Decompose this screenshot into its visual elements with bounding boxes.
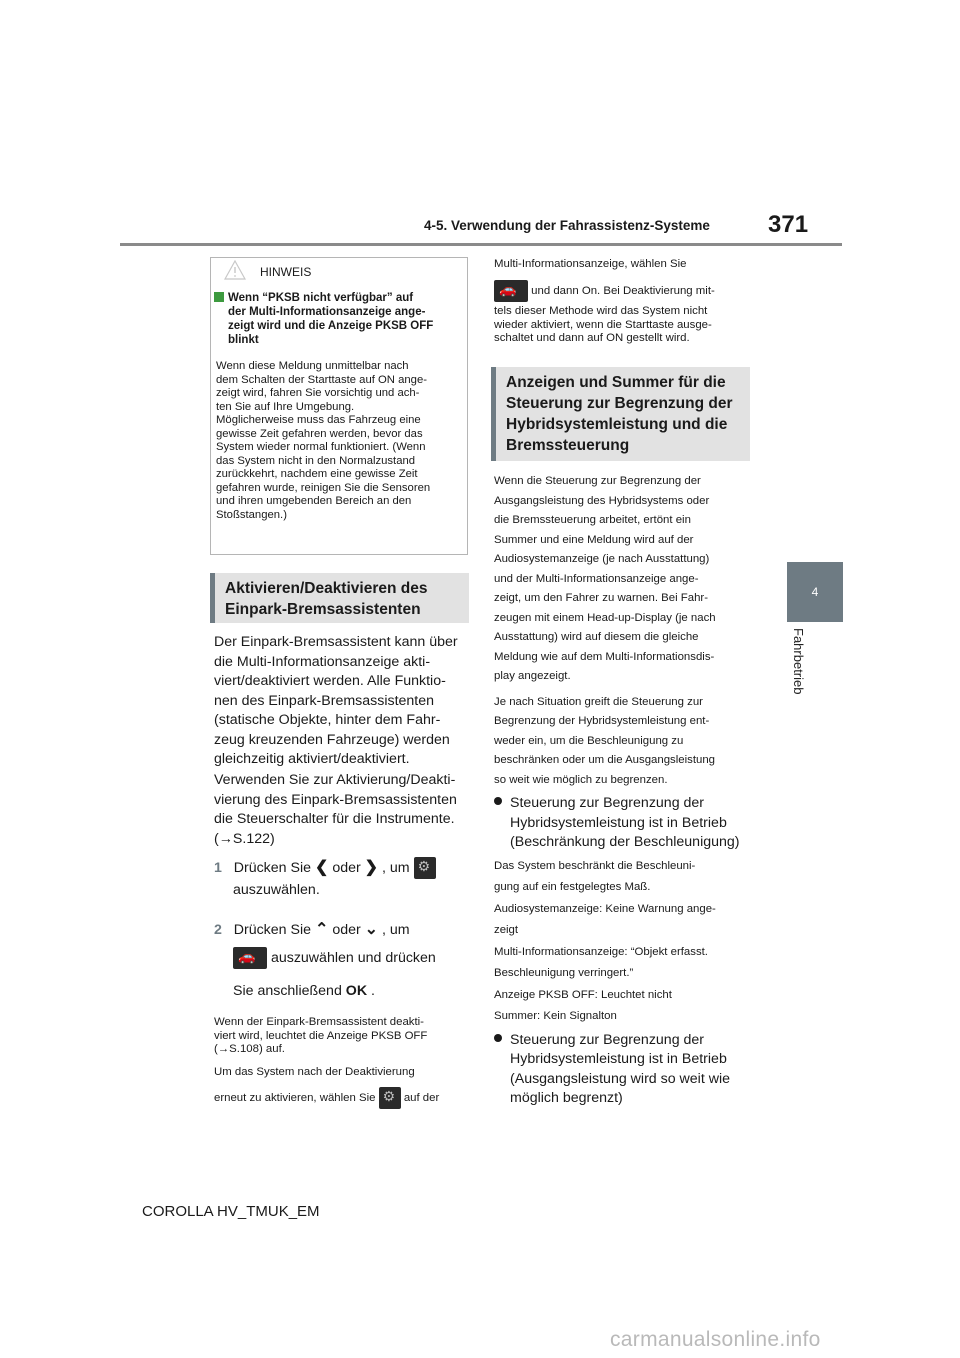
pksb-car-icon: 🚗 — [494, 280, 528, 302]
watermark: carmanualsonline.info — [610, 1328, 821, 1351]
section1-paragraph-2: Verwenden Sie zur Aktivierung/Deakti- vierung des Einpark-Bremsassistenten die Steuerschalter für die Instrumente. (→S.122) — [214, 772, 457, 847]
step-2-cont: 🚗 auszuwählen und drücken — [233, 947, 436, 969]
warning-triangle-icon — [224, 260, 246, 280]
bullet-output-limit: Steuerung zur Begrenzung der Hybridsystemleistung ist in Betrieb (Ausgangsleistung wird so weit wie möglich begrenzt) — [494, 1031, 750, 1109]
step-number: 1 — [214, 860, 222, 876]
section2-body: Wenn die Steuerung zur Begrenzung der Ausgangsleistung des Hybridsystems oder die Bremssteuerung arbeitet, ertönt ein Summer und eine Meldung wird auf der Audiosystemanzeige (je nach Ausstattung) und der Multi-Informationsanzeige ange- zeigt, um den Fahrer zu warnen. Bei Fahr- zeugen mit einem Head-up-Display (je nach Ausstattung) wird auf diesem die gleiche Meldung wie auf dem Multi-Informationsdis- play angezeigt. Je nach Situation greift die Steuerung zur Begrenzung der Hybridsystemleistung ent- weder ein, um die Beschleunigung zu beschränken oder um die Ausgangsleistung so weit wie möglich zu begrenzen. Steuerung zur Begrenzung der Hybridsystemleistung ist in Betrieb (Beschränkung der Beschleunigung) Das System beschränkt die Beschleuni- gung auf ein festgelegtes Maß. Audiosystemanzeige: Keine Warnung ange- zeigt Multi-Informationsanzeige: “Objekt erfasst. Beschleunigung verringert.” Anzeige PKSB OFF: Leuchtet nicht Summer: Kein Signalton Steuerung zur Begrenzung der Hybridsystemleistung ist in Betrieb (Ausgangsleistung wird so weit wie möglich begrenzt) — [494, 472, 750, 1109]
settings-gear-icon: ⚙ — [414, 857, 436, 879]
note-heading: Wenn “PKSB nicht verfügbar” auf der Multi-Informationsanzeige ange- zeigt wird und die Anzeige PKSB OFF blinkt — [214, 291, 462, 347]
bullet-dot-icon — [494, 1034, 502, 1042]
step-1: 1 Drücken Sie ❮ oder ❯ , um ⚙ — [214, 857, 436, 879]
section1-paragraph: Der Einpark-Bremsassistent kann über die Multi-Informationsanzeige akti- viert/deaktiviert werden. Alle Funktio- nen des Einpark-Bremsassistenten (statische Objekte, hinter dem Fahr- zeug kreuzenden Fahrzeuge) werden gleichzeitig aktiviert/deaktiviert. — [214, 634, 458, 767]
chapter-label: Fahrbetrieb — [791, 628, 806, 695]
note-body: Wenn diese Meldung unmittelbar nach dem Schalten der Starttaste auf ON ange- zeigt wird, fahren Sie vorsichtig und ach- ten Sie auf Ihre Umgebung. Möglicherweise muss das Fahrzeug eine gewisse Zeit gefahren werden, bevor das System wieder normal funktioniert. (Wenn das System nicht in den Normalzustand zurückkehrt, nachdem eine gewisse Zeit gefahren wurde, reinigen Sie die Sensoren und ihren umgebenden Bereich an den Stoßstangen.) — [216, 360, 431, 521]
bullet-dot-icon — [494, 797, 502, 805]
chevron-up-icon: ⌃ — [314, 921, 329, 938]
note-title: HINWEIS — [260, 265, 312, 279]
ok-button-label: OK — [345, 983, 368, 999]
reactivate-note: Um das System nach der Deaktivierung — [214, 1066, 415, 1078]
bullet-acceleration-limit: Steuerung zur Begrenzung der Hybridsystemleistung ist in Betrieb (Beschränkung der Beschleunigung) — [494, 794, 750, 853]
reactivate-note-2: erneut zu aktivieren, wählen Sie ⚙ auf der — [214, 1087, 439, 1109]
settings-gear-icon: ⚙ — [379, 1087, 401, 1109]
footer-model: COROLLA HV_TMUK_EM — [142, 1203, 320, 1220]
chapter-number: 4 — [811, 585, 819, 599]
header-divider — [120, 243, 842, 246]
page-number: 371 — [768, 211, 809, 238]
step-number: 2 — [214, 922, 222, 938]
step-2: 2 Drücken Sie ⌃ oder ⌄ , um — [214, 921, 410, 938]
deactivate-note: Wenn der Einpark-Bremsassistent deakti- viert wird, leuchtet die Anzeige PKSB OFF (→S.108) auf. — [214, 1016, 428, 1055]
step-2-cont-2: Sie anschließend OK . — [233, 983, 375, 999]
chapter-tab[interactable] — [787, 562, 843, 622]
chevron-left-icon: ❮ — [314, 859, 329, 876]
section-heading-indicators: Anzeigen und Summer für die Steuerung zur Begrenzung der Hybridsystemleistung und die Bremssteuerung — [491, 367, 750, 461]
chevron-down-icon: ⌄ — [364, 921, 379, 938]
section-heading-activate: Aktivieren/Deaktivieren des Einpark-Bremsassistenten — [210, 573, 469, 623]
section-header-title: 4-5. Verwendung der Fahrassistenz-Systeme — [424, 218, 710, 233]
step-1-cont: auszuwählen. — [233, 882, 320, 898]
square-bullet-icon — [214, 292, 224, 302]
chevron-right-icon: ❯ — [364, 859, 379, 876]
reactivate-continued: Multi-Informationsanzeige, wählen Sie 🚗 und dann On. Bei Deaktivierung mit- tels dieser Methode wird das System nicht wieder aktiviert, wenn die Starttaste ausge- schaltet und dann auf ON gestellt wird. — [494, 258, 715, 344]
pksb-car-icon: 🚗 — [233, 947, 267, 969]
